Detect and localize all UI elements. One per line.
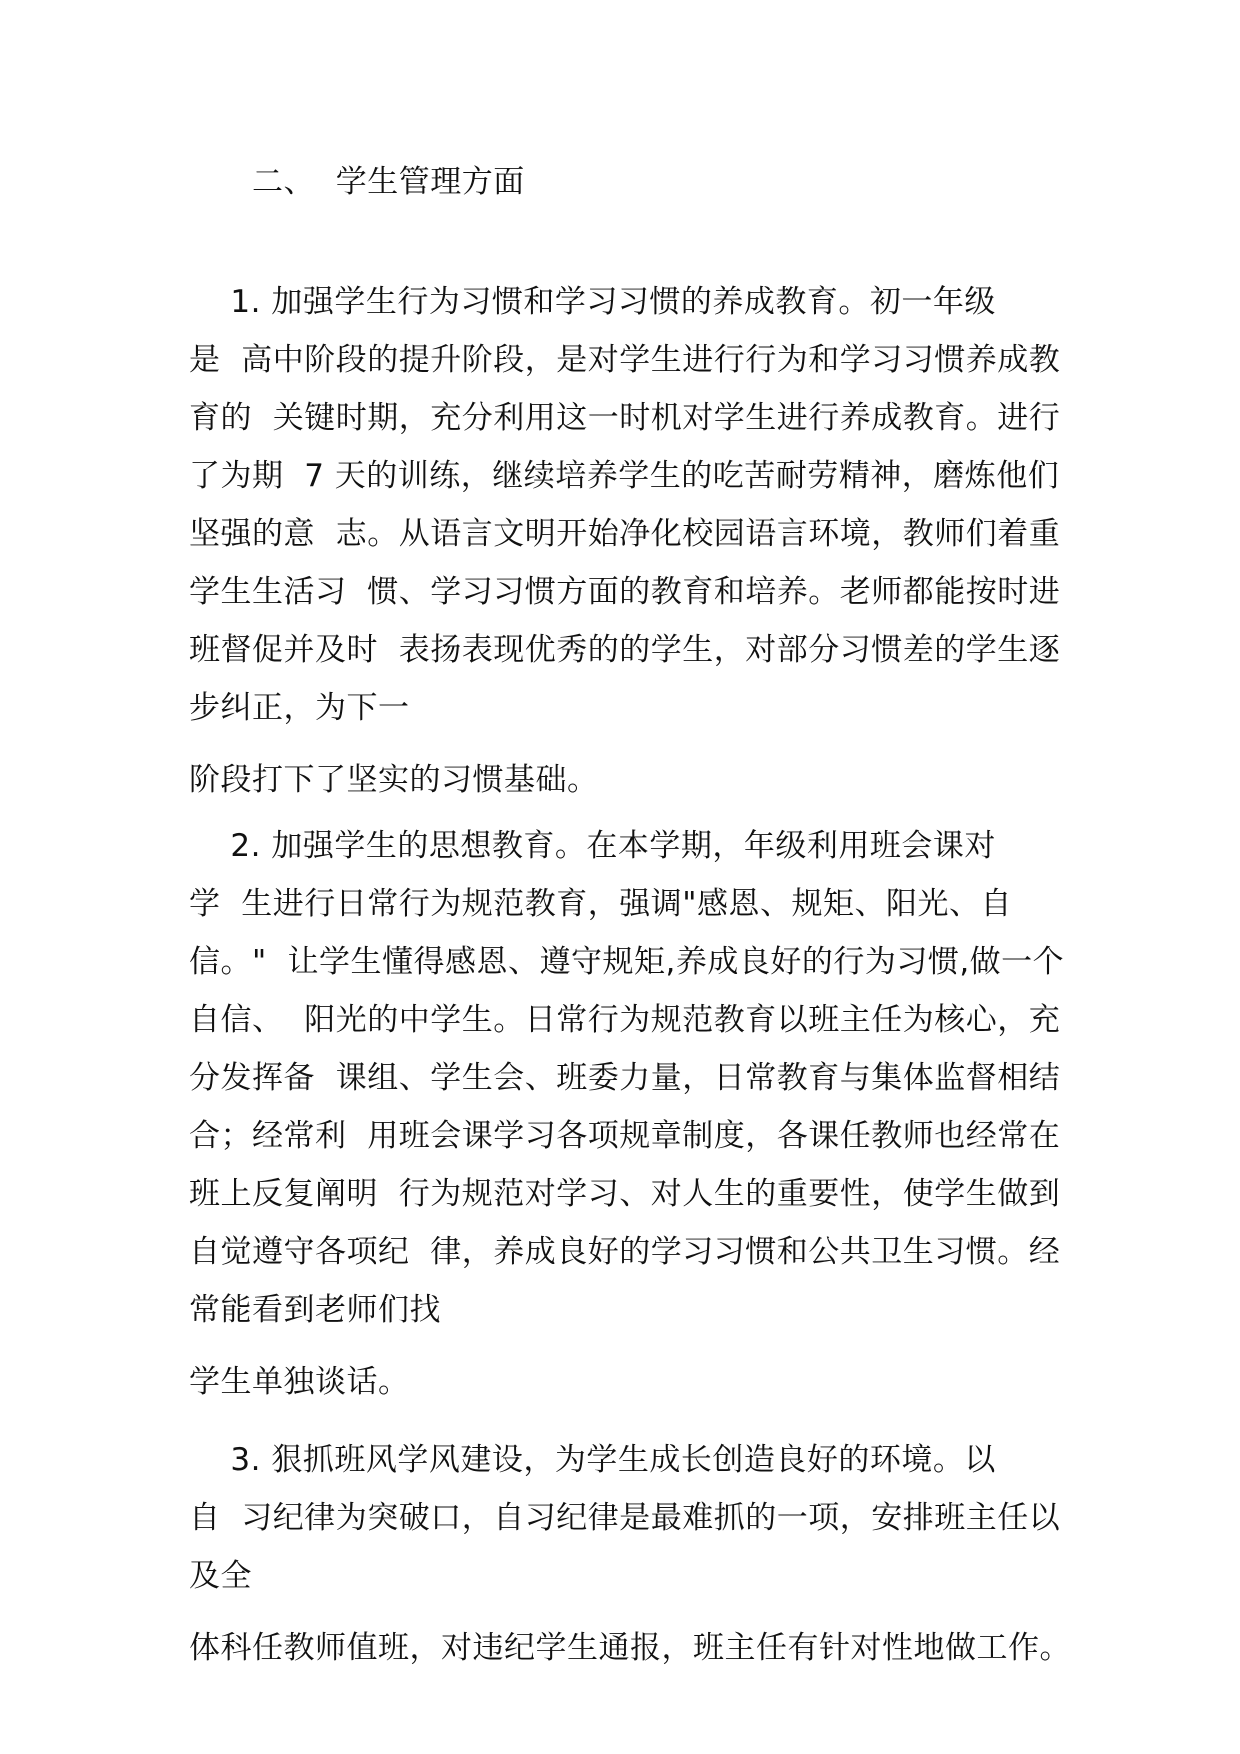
paragraph-2-line-8: 自觉遵守各项纪 律，养成良好的学习习惯和公共卫生习惯。经 <box>189 1234 1061 1270</box>
section-heading: 二、 学生管理方面 <box>252 164 525 200</box>
paragraph-1-line-6: 学生生活习 惯、学习习惯方面的教育和培养。老师都能按时进 <box>189 574 1061 610</box>
paragraph-1-line-2: 是 高中阶段的提升阶段，是对学生进行行为和学习习惯养成教 <box>189 342 1061 378</box>
paragraph-2-line-4: 自信、 阳光的中学生。日常行为规范教育以班主任为核心，充 <box>189 1002 1061 1038</box>
paragraph-1-line-7: 班督促并及时 表扬表现优秀的的学生，对部分习惯差的学生逐 <box>189 632 1061 668</box>
paragraph-1-line-8: 步纠正，为下一 <box>189 690 410 726</box>
paragraph-3-line-2: 自 习纪律为突破口，自习纪律是最难抓的一项，安排班主任以 <box>189 1500 1061 1536</box>
paragraph-2-line-10: 学生单独谈话。 <box>189 1364 410 1400</box>
paragraph-3-line-1: 3. 狠抓班风学风建设，为学生成长创造良好的环境。以 <box>189 1442 996 1478</box>
paragraph-1-line-5: 坚强的意 志。从语言文明开始净化校园语言环境，教师们着重 <box>189 516 1061 552</box>
paragraph-1-line-9: 阶段打下了坚实的习惯基础。 <box>189 762 599 798</box>
paragraph-1-line-3: 育的 关键时期，充分利用这一时机对学生进行养成教育。进行 <box>189 400 1061 436</box>
paragraph-2-line-9: 常能看到老师们找 <box>189 1292 441 1328</box>
paragraph-2-line-2: 学 生进行日常行为规范教育，强调"感恩、规矩、阳光、自 <box>189 886 1012 922</box>
paragraph-3-line-3: 及全 <box>189 1558 252 1594</box>
paragraph-2-line-6: 合；经常利 用班会课学习各项规章制度，各课任教师也经常在 <box>189 1118 1061 1154</box>
paragraph-2-line-3: 信。" 让学生懂得感恩、遵守规矩,养成良好的行为习惯,做一个 <box>189 944 1065 980</box>
paragraph-1-line-4: 了为期 7 天的训练，继续培养学生的吃苦耐劳精神，磨炼他们 <box>189 458 1060 494</box>
paragraph-2-line-7: 班上反复阐明 行为规范对学习、对人生的重要性，使学生做到 <box>189 1176 1061 1212</box>
paragraph-2-line-5: 分发挥备 课组、学生会、班委力量，日常教育与集体监督相结 <box>189 1060 1061 1096</box>
paragraph-3-line-4: 体科任教师值班，对违纪学生通报，班主任有针对性地做工作。 <box>189 1630 1071 1666</box>
paragraph-1-line-1: 1. 加强学生行为习惯和学习习惯的养成教育。初一年级 <box>189 284 996 320</box>
paragraph-2-line-1: 2. 加强学生的思想教育。在本学期，年级利用班会课对 <box>189 828 996 864</box>
